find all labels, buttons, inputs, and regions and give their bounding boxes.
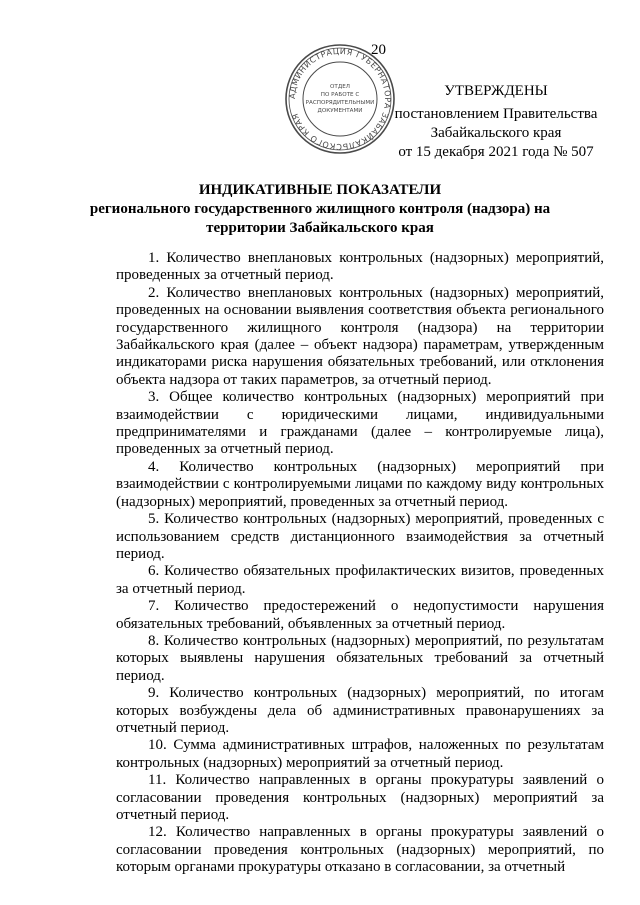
indicator-item: 9. Количество контрольных (надзорных) мероприятий, по итогам которых возбуждены дела об административных правонарушениях за отчетный период. [116,685,604,736]
approved-heading: УТВЕРЖДЕНЫ [444,83,548,99]
indicator-item: 2. Количество внеплановых контрольных (надзорных) мероприятий, проведенных на основании выявления соответствия объекта регионального государственного жилищного контроля (надзора) на территории Забайкальского края (далее – объект надзора) параметрам, утвержденным индикаторами риска нарушения обязательных требований, или отклонения объекта надзора от таких параметров, за отчетный период. [116,284,604,388]
approval-line: постановлением Правительства [394,106,598,122]
title-line: ИНДИКАТИВНЫЕ ПОКАЗАТЕЛИ [198,182,442,198]
approval-line: от 15 декабря 2021 года № 507 [398,144,594,160]
page-number: 20 [371,42,386,58]
svg-text:АДМИНИСТРАЦИЯ ГУБЕРНАТОРА ЗАБА [288,47,392,151]
stamp-ring-text: АДМИНИСТРАЦИЯ ГУБЕРНАТОРА ЗАБАЙКАЛЬСКОГО КРАЯ [287,46,393,152]
stamp-inner-line: ПО РАБОТЕ С [320,92,360,98]
stamp-inner-line: ОТДЕЛ [330,84,350,90]
document-title [88,181,552,238]
indicator-item: 4. Количество контрольных (надзорных) мероприятий при взаимодействии с контролируемыми лицами по каждому виду контрольных (надзорных) мероприятий, проведенных за отчетный период. [116,458,604,510]
approval-block [384,82,608,162]
indicator-item: 5. Количество контрольных (надзорных) мероприятий, проведенных с использованием средств дистанционного взаимодействия за отчетный период. [116,511,604,562]
indicator-item: 3. Общее количество контрольных (надзорных) мероприятий при взаимодействии с юридическими лицами, индивидуальными предпринимателями и гражданами (далее – контролируемые лица), проведенных за отчетный период. [116,389,604,458]
indicator-item: 11. Количество направленных в органы прокуратуры заявлений о согласовании проведения контрольных (надзорных) мероприятий за отчетный период. [116,772,604,823]
indicator-item: 8. Количество контрольных (надзорных) мероприятий, по результатам которых выявлены нарушения обязательных требований за отчетный период. [116,632,604,684]
indicator-item: 1. Количество внеплановых контрольных (надзорных) мероприятий, проведенных за отчетный период. [116,250,604,284]
office-stamp-seal [283,42,397,156]
title-line: территории Забайкальского края [206,220,434,236]
indicator-list [116,250,604,877]
indicator-item: 12. Количество направленных в органы прокуратуры заявлений о согласовании проведения контрольных (надзорных) мероприятий, по которым органами прокуратуры отказано в согласовании, за отчетный [116,824,604,876]
indicator-item: 6. Количество обязательных профилактических визитов, проведенных за отчетный период. [116,563,604,597]
approval-line: Забайкальского края [430,125,562,141]
stamp-inner-line: ДОКУМЕНТАМИ [317,108,363,114]
stamp-inner-line: РАСПОРЯДИТЕЛЬНЫМИ [305,100,375,106]
indicator-item: 10. Сумма административных штрафов, наложенных по результатам контрольных (надзорных) мероприятий за отчетный период. [116,737,604,771]
indicator-item: 7. Количество предостережений о недопустимости нарушения обязательных требований, объявленных за отчетный период. [116,598,604,632]
title-line: регионального государственного жилищного контроля (надзора) на [89,201,551,217]
